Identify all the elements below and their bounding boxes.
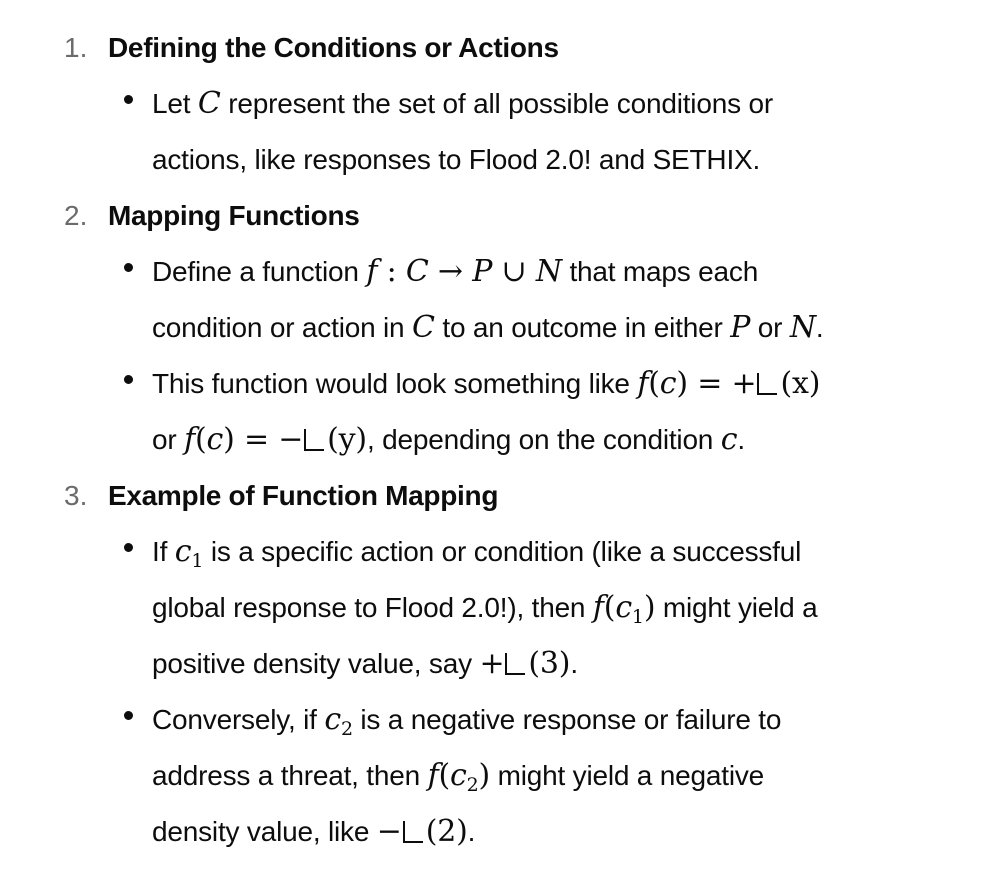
text-line xyxy=(152,524,801,580)
text-span: might yield a xyxy=(655,592,818,623)
text-span: , depending on the condition xyxy=(366,424,721,455)
text-span: Define a function xyxy=(152,256,367,287)
text-span: Conversely, if xyxy=(152,704,325,735)
bullet-icon xyxy=(124,375,133,384)
bullet-icon xyxy=(124,543,133,552)
math-expression: $f(c_1)$ xyxy=(592,590,656,628)
math-expression: − (2) xyxy=(376,814,468,849)
text-span: that maps each xyxy=(561,256,759,287)
text-span: is a specific action or condition (like a successful xyxy=(203,536,802,567)
math-expression: C xyxy=(197,86,221,121)
math-expression: $c_2$ xyxy=(324,702,353,740)
text-line xyxy=(152,692,781,748)
list-item-2-heading xyxy=(0,188,1000,244)
text-span: This function would look something like xyxy=(152,368,638,399)
text-span: . xyxy=(467,816,476,847)
math-expression: $c_1$ xyxy=(174,534,204,572)
text-span: or xyxy=(750,312,790,343)
section-heading: Example of Function Mapping xyxy=(108,480,499,511)
math-expression: $f(c_2)$ xyxy=(427,758,491,796)
list-number: 1. xyxy=(64,32,88,63)
text-line xyxy=(152,804,475,860)
section-heading: Mapping Functions xyxy=(108,200,360,231)
text-line xyxy=(152,356,820,412)
bullet-icon xyxy=(124,711,133,720)
text-line xyxy=(152,748,764,804)
text-span: Let xyxy=(152,88,198,119)
text-span: . xyxy=(737,424,745,455)
text-line xyxy=(152,412,745,468)
list-item-1-heading xyxy=(0,20,1000,76)
text-span: to an outcome in either xyxy=(434,312,731,343)
text-span: . xyxy=(570,648,578,679)
density-symbol-icon xyxy=(304,429,324,451)
math-expression: C xyxy=(412,310,435,345)
text-span: address a threat, then xyxy=(152,760,428,791)
math-expression: c xyxy=(720,422,738,457)
text-span: global response to Flood 2.0!), then xyxy=(152,592,593,623)
density-symbol-icon xyxy=(505,653,525,675)
bullet-icon xyxy=(124,95,133,104)
text-span: . xyxy=(815,312,824,343)
text-span: If xyxy=(152,536,175,567)
density-symbol-icon xyxy=(403,821,423,843)
section-heading: Defining the Conditions or Actions xyxy=(108,32,559,63)
list-number: 2. xyxy=(64,200,88,231)
text-span: density value, like xyxy=(152,816,377,847)
math-expression: f(c) = + (x) xyxy=(637,366,821,401)
math-expression: P xyxy=(730,310,751,345)
text-span: condition or action in xyxy=(152,312,413,343)
math-expression: + (3) xyxy=(479,646,571,681)
text-line xyxy=(152,580,818,636)
text-span: actions, like responses to Flood 2.0! and SETHIX. xyxy=(152,144,761,175)
list-number: 3. xyxy=(64,480,88,511)
math-expression: f(c) = − (y) xyxy=(184,422,367,457)
text-span: is a negative response or failure to xyxy=(352,704,782,735)
text-line xyxy=(152,244,758,300)
text-line xyxy=(152,132,760,188)
text-line xyxy=(152,76,773,132)
math-expression: f : C → P ∪ N xyxy=(366,254,562,289)
density-symbol-icon xyxy=(757,373,777,395)
text-span: represent the set of all possible conditions or xyxy=(220,88,773,119)
text-line xyxy=(152,636,578,692)
math-expression: N xyxy=(789,310,816,345)
text-span: or xyxy=(152,424,185,455)
text-span: positive density value, say xyxy=(152,648,480,679)
text-span: might yield a negative xyxy=(490,760,765,791)
bullet-icon xyxy=(124,263,133,272)
text-line xyxy=(152,300,824,356)
list-item-3-heading xyxy=(0,468,1000,524)
